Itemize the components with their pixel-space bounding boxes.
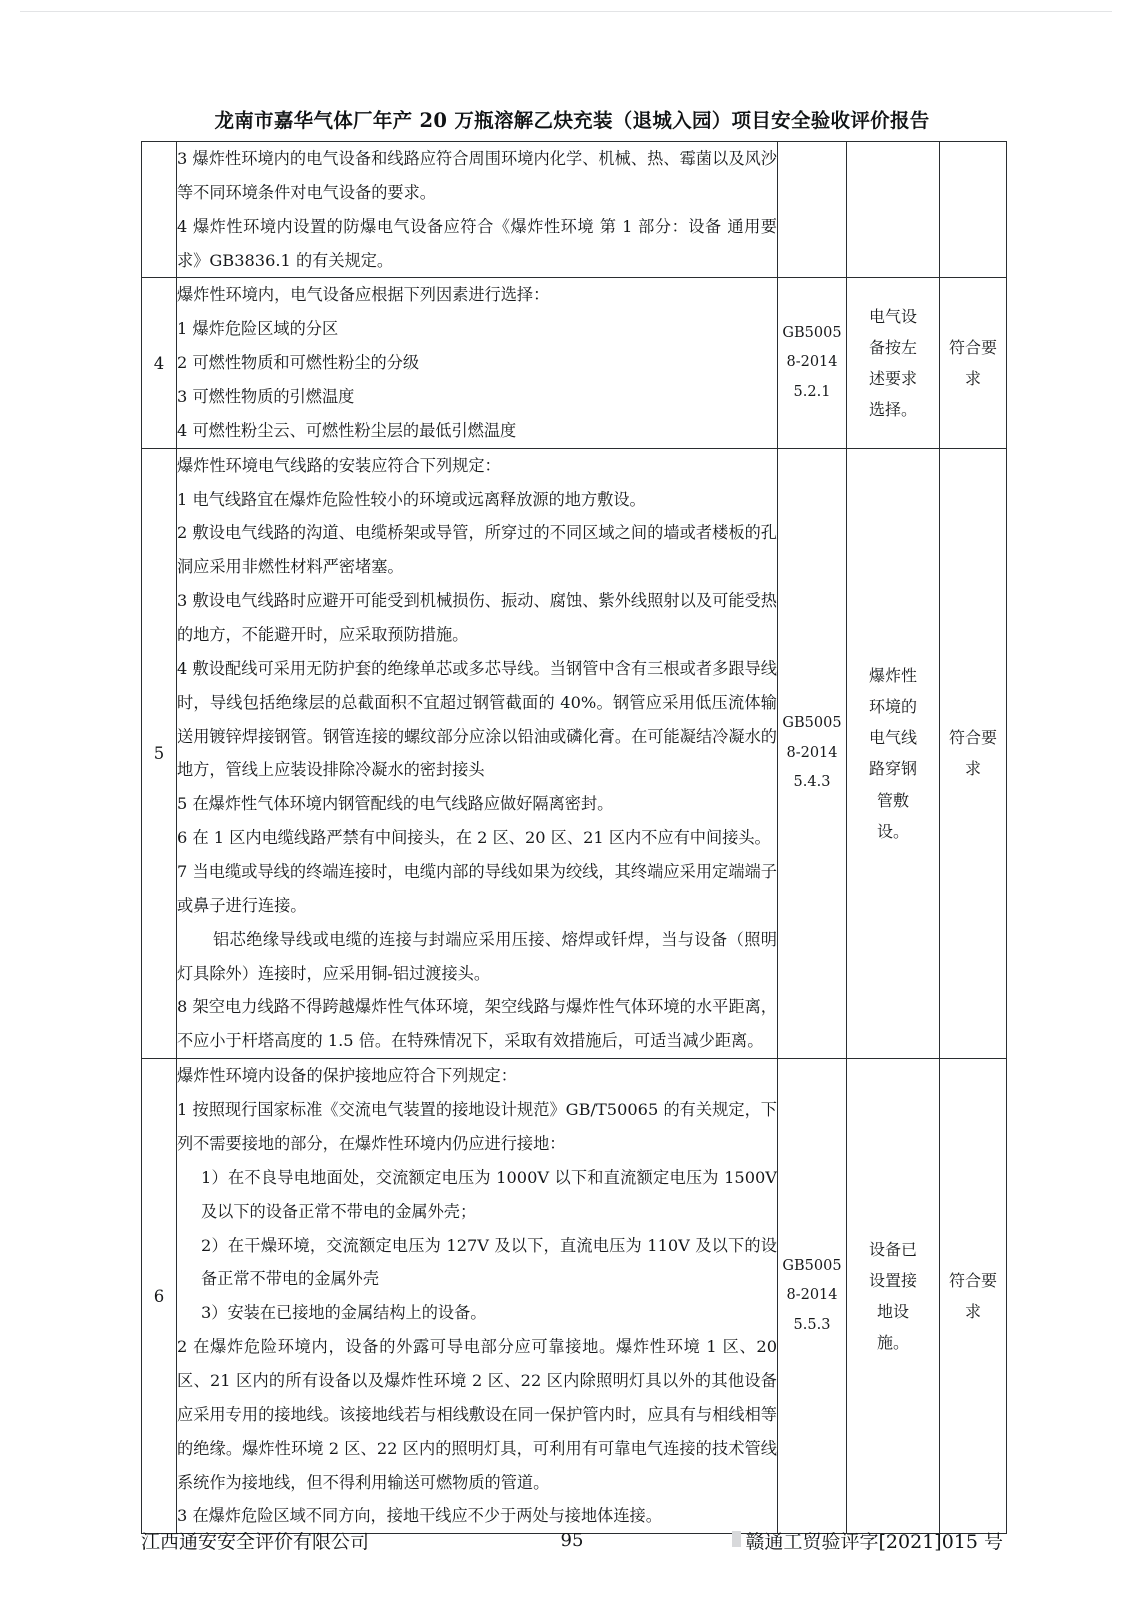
footer-document-number-text: 赣通工贸验评字[2021]015 号: [745, 1530, 1003, 1553]
scan-smudge-mark: [732, 1531, 741, 1547]
content-paragraph: 2）在干燥环境，交流额定电压为 127V 及以下，直流电压为 110V 及以下的设备正常不带电的金属外壳: [201, 1235, 777, 1289]
standard-cell: [778, 278, 847, 448]
result-line: 求: [964, 759, 981, 779]
content-paragraph: 3 爆炸性环境内的电气设备和线路应符合周围环境内化学、机械、热、霉菌以及风沙等不同环境条件对电气设备的要求。: [177, 149, 777, 202]
result-line: 求: [964, 1302, 981, 1322]
standard-line: 5.5.3: [793, 1317, 831, 1334]
standard-line: 8-2014: [786, 354, 838, 371]
content-paragraph: 爆炸性环境内设备的保护接地应符合下列规定：: [177, 1066, 517, 1086]
table-row: [142, 278, 1007, 448]
actual-line: 爆炸性: [868, 665, 917, 685]
actual-situation-cell: [847, 448, 940, 1058]
standard-line: 5.2.1: [793, 383, 831, 400]
content-paragraph: 4 可燃性粉尘云、可燃性粉尘层的最低引燃温度: [177, 420, 517, 440]
row-content-cell: [177, 142, 778, 278]
row-content-cell: [177, 448, 778, 1058]
content-paragraph: 1 按照现行国家标准《交流电气装置的接地设计规范》GB/T50065 的有关规定，下列不需要接地的部分，在爆炸性环境内仍应进行接地：: [177, 1100, 777, 1153]
result-cell: [940, 278, 1007, 448]
row-content-cell: [177, 278, 778, 448]
row-number-cell: 4: [142, 278, 177, 448]
standard-cell: [778, 142, 847, 278]
result-line: 符合要: [948, 728, 997, 748]
content-paragraph: 2 可燃性物质和可燃性粉尘的分级: [177, 353, 420, 373]
row-content-cell: [177, 1059, 778, 1534]
result-line: 符合要: [948, 337, 997, 357]
actual-line: 述要求: [868, 369, 917, 389]
row-number-cell: [142, 142, 177, 278]
table-row: [142, 448, 1007, 1058]
row-number-cell: 6: [142, 1059, 177, 1534]
footer-company-name: 江西通安安全评价有限公司: [141, 1530, 370, 1553]
page-title: 龙南市嘉华气体厂年产 20 万瓶溶解乙炔充装（退城入园）项目安全验收评价报告: [214, 109, 930, 132]
standard-line: GB5005: [782, 324, 842, 341]
standard-line: 8-2014: [786, 744, 838, 761]
footer-page-number: 95: [560, 1529, 584, 1551]
content-paragraph: 5 在爆炸性气体环境内钢管配线的电气线路应做好隔离密封。: [177, 794, 614, 814]
content-paragraph: 4 爆炸性环境内设置的防爆电气设备应符合《爆炸性环境 第 1 部分：设备 通用要求》GB3836.1 的有关规定。: [177, 216, 777, 270]
actual-line: 地设: [876, 1302, 909, 1322]
inspection-table-wrapper: [141, 141, 1003, 1534]
result-cell: [940, 142, 1007, 278]
standard-line: 5.4.3: [793, 774, 831, 791]
content-paragraph: 2 敷设电气线路的沟道、电缆桥架或导管，所穿过的不同区域之间的墙或者楼板的孔洞应采用非燃性材料严密堵塞。: [177, 523, 777, 577]
standard-line: GB5005: [782, 1257, 842, 1274]
content-paragraph: 4 敷设配线可采用无防护套的绝缘单芯或多芯导线。当钢管中含有三根或者多跟导线时，导线包括绝缘层的总截面积不宜超过钢管截面的 40%。钢管应采用低压流体输送用镀锌焊接钢管。钢管连接的螺纹部分应涂以铅油或磷化膏。在可能凝结冷凝水的地方，管线上应装设排除冷凝水的密封接头: [177, 658, 777, 780]
actual-line: 路穿钢: [868, 759, 917, 779]
content-paragraph: 2 在爆炸危险环境内，设备的外露可导电部分应可靠接地。爆炸性环境 1 区、20 区、21 区内的所有设备以及爆炸性环境 2 区、22 区内除照明灯具以外的其他设备应采用专用的接地线。该接地线若与相线敷设在同一保护管内时，应具有与相线相等的绝缘。爆炸性环境 2 区、22 区内的照明灯具，可利用有可靠电气连接的技术管线系统作为接地线，但不得利用输送可燃物质的管道。: [177, 1337, 777, 1492]
scan-edge-line: [20, 11, 1112, 12]
content-paragraph: 爆炸性环境电气线路的安装应符合下列规定：: [177, 455, 501, 475]
content-paragraph: 1 电气线路宜在爆炸危险性较小的环境或远离释放源的地方敷设。: [177, 489, 646, 509]
actual-line: 设备已: [868, 1239, 917, 1259]
actual-situation-cell: [847, 1059, 940, 1534]
content-paragraph: 1 爆炸危险区域的分区: [177, 319, 339, 339]
content-paragraph: 8 架空电力线路不得跨越爆炸性气体环境，架空线路与爆炸性气体环境的水平距离，不应小于杆塔高度的 1.5 倍。在特殊情况下，采取有效措施后，可适当减少距离。: [177, 997, 777, 1051]
actual-line: 管敷: [876, 790, 909, 810]
standard-line: 8-2014: [786, 1287, 838, 1304]
inspection-table: [141, 141, 1007, 1534]
footer-document-number: [746, 1527, 1003, 1554]
content-paragraph: 3 在爆炸危险区域不同方向，接地干线应不少于两处与接地体连接。: [177, 1506, 662, 1526]
content-paragraph: 7 当电缆或导线的终端连接时，电缆内部的导线如果为绞线，其终端应采用定端端子或鼻子进行连接。: [177, 862, 777, 915]
result-cell: [940, 448, 1007, 1058]
actual-line: 电气设: [868, 306, 917, 326]
standard-line: GB5005: [782, 714, 842, 731]
table-row: [142, 142, 1007, 278]
standard-cell: [778, 448, 847, 1058]
result-cell: [940, 1059, 1007, 1534]
result-line: 符合要: [948, 1271, 997, 1291]
content-paragraph: 3）安装在已接地的金属结构上的设备。: [201, 1303, 487, 1323]
page-footer: [141, 1523, 1003, 1557]
content-paragraph: 铝芯绝缘导线或电缆的连接与封端应采用压接、熔焊或钎焊，当与设备（照明灯具除外）连接时，应采用铜-铝过渡接头。: [177, 929, 777, 983]
actual-line: 施。: [876, 1333, 909, 1353]
table-row: [142, 1059, 1007, 1534]
actual-situation-cell: [847, 278, 940, 448]
actual-line: 环境的: [868, 697, 917, 717]
result-line: 求: [964, 369, 981, 389]
content-paragraph: 爆炸性环境内，电气设备应根据下列因素进行选择：: [177, 285, 550, 305]
actual-line: 选择。: [868, 400, 917, 420]
actual-line: 设置接: [868, 1271, 917, 1291]
standard-cell: [778, 1059, 847, 1534]
row-number-cell: 5: [142, 448, 177, 1058]
actual-line: 电气线: [868, 728, 917, 748]
content-paragraph: 1）在不良导电地面处，交流额定电压为 1000V 以下和直流额定电压为 1500V 及以下的设备正常不带电的金属外壳；: [201, 1167, 777, 1221]
content-paragraph: 6 在 1 区内电缆线路严禁有中间接头，在 2 区、20 区、21 区内不应有中间接头。: [177, 828, 771, 848]
content-paragraph: 3 敷设电气线路时应避开可能受到机械损伤、振动、腐蚀、紫外线照射以及可能受热的地方，不能避开时，应采取预防措施。: [177, 591, 777, 645]
actual-line: 备按左: [868, 337, 917, 357]
content-paragraph: 3 可燃性物质的引燃温度: [177, 387, 355, 407]
actual-situation-cell: [847, 142, 940, 278]
actual-line: 设。: [876, 821, 909, 841]
